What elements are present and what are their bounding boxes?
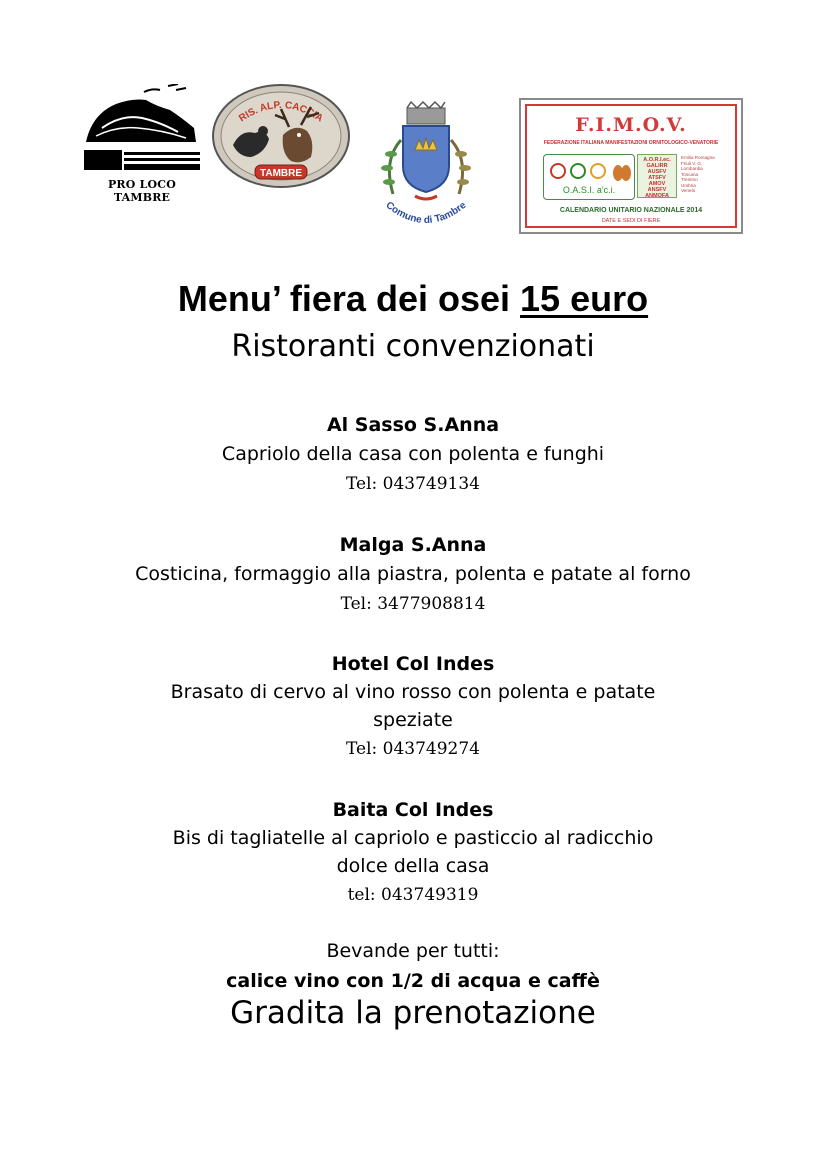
association-item: GALIRR [646,163,668,169]
restaurant-dish: Bis di tagliatelle al capriolo e pasticcio al radicchio [172,827,654,849]
regions-list [681,155,731,194]
restaurant-name: Al Sasso S.Anna [326,414,500,436]
deer-badge-icon [211,83,351,189]
logo-row [0,0,826,250]
pro-loco-label: PRO LOCO TAMBRE [107,178,177,204]
caccia-badge [211,83,351,189]
association-item: ANSFV [647,187,667,193]
pro-loco-logo [82,84,202,204]
region-item: Emilia Romagna [681,155,715,160]
fimov-dates: DATE E SEDI DI FIERE [601,218,661,224]
comune-crest [371,100,481,240]
restaurant-dish: Costicina, formaggio alla piastra, polenta e patate al forno [135,563,691,585]
association-item: A.O.R.I.ec. [643,157,671,163]
mountain-icon [82,84,202,176]
drinks-detail: calice vino con 1/2 di acqua e caffè [226,970,600,992]
price-text: 15 euro [520,278,649,319]
drinks-label: Bevande per tutti: [326,940,500,962]
associations-list [637,154,677,198]
title-text: Menu’ fiera dei osei [177,278,511,319]
page-subtitle: Ristoranti convenzionati [231,329,595,364]
region-item: Toscana [681,171,699,177]
fimov-frame [525,104,737,228]
reservation-note: Gradita la prenotazione [230,995,596,1031]
fimov-calendar: CALENDARIO UNITARIO NAZIONALE 2014 [559,207,703,214]
region-item: Lombardia [681,166,703,171]
fimov-subtitle: FEDERAZIONE ITALIANA MANIFESTAZIONI ORNITOLOGICO-VENATORIE [543,140,719,146]
fimov-title: F.I.M.O.V. [575,114,687,136]
restaurant-phone: Tel: 043749274 [346,739,480,759]
caccia-bottom-text: TAMBRE [259,168,303,179]
restaurant-dish-continued: dolce della casa [336,855,490,877]
caccia-top-text: RIS. ALP. CACCIA [237,99,325,125]
restaurant-name: Baita Col Indes [332,799,494,821]
restaurant-dish-continued: speziate [373,709,453,731]
association-item: ATSFV [648,175,666,181]
oasi-label: O.A.S.I. a'c.i. [562,185,616,195]
restaurant-name: Malga S.Anna [339,534,487,556]
restaurant-phone: Tel: 043749134 [346,474,480,494]
association-item: ANMOFA [645,193,669,199]
restaurant-dish: Brasato di cervo al vino rosso con polenta e patate [170,681,656,703]
region-item: Umbria [681,182,696,188]
comune-label: Comune di Tambre [383,199,469,227]
restaurant-dish: Capriolo della casa con polenta e funghi [221,443,605,465]
association-item: AUSFV [647,169,667,175]
svg-text:Comune di Tambre [384,200,469,226]
region-item: Veneto [681,188,696,193]
restaurant-phone: Tel: 3477908814 [340,594,486,614]
fimov-logo [519,98,743,234]
association-item: AMOV [648,181,666,187]
region-item: Trentino [681,177,698,182]
coat-of-arms-icon [371,100,481,240]
restaurant-phone: tel: 043749319 [347,885,479,905]
region-item: Friuli V. G. [681,160,703,166]
restaurant-name: Hotel Col Indes [331,653,495,675]
oasi-box [543,154,635,200]
bird-icons [544,155,634,185]
page-title [0,278,826,320]
